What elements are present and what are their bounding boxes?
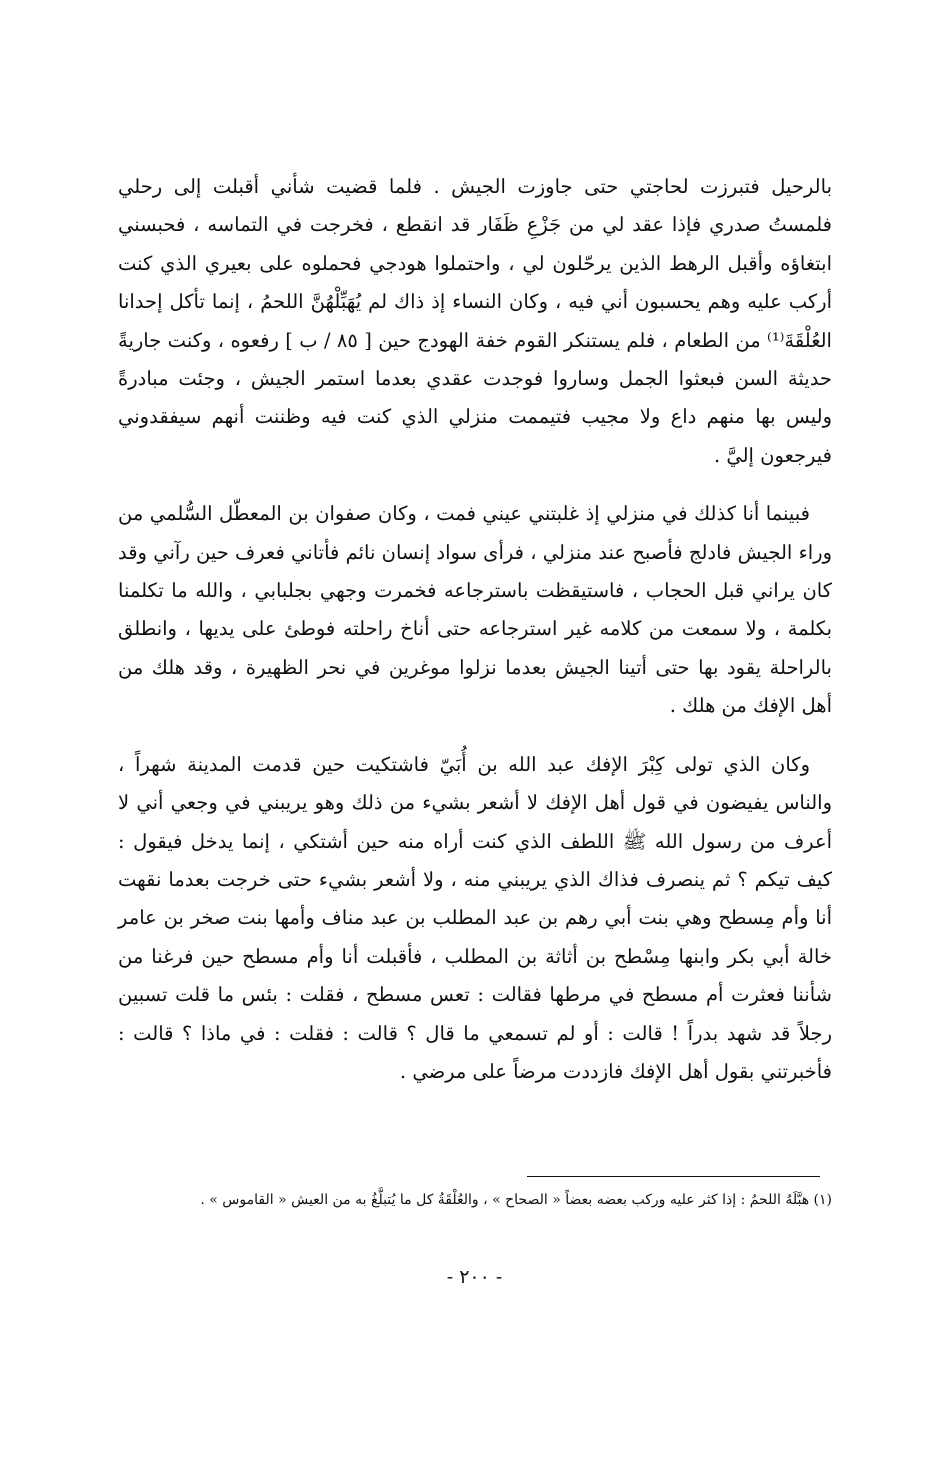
paragraph-1: بالرحيل فتبرزت لحاجتي حتى جاوزت الجيش . فلما قضيت شأني أقبلت إلى رحلي فلمستُ صدري فإذا عقد لي من جَزْعِ ظَفَار قد انقطع ، فخرجت في التماسه ، فحبسني ابتغاؤه وأقبل الرهط الذين يرحّلون لي ، واحتملوا هودجي فحملوه على بعيري الذي كنت أركب عليه وهم يحسبون أني فيه ، وكان النساء إذ ذاك لم يُهَبِّلْهُنَّ اللحمُ ، إنما تأكل إحدانا العُلْقَةَ⁽¹⁾ من الطعام ، فلم يستنكر القوم خفة الهودج حين [ ٨٥ / ب ] رفعوه ، وكنت جاريةً حديثة السن فبعثوا الجمل وساروا فوجدت عقدي بعدما استمر الجيش ، وجئت مبادرةً وليس بها منهم داع ولا مجيب فتيممت منزلي الذي كنت فيه وظننت أنهم سيفقدوني فيرجعون إليَّ . <box>118 175 832 467</box>
page-number: - ٢٠٠ - <box>446 1266 503 1288</box>
footnote: (١) هبَّلَهُ اللحمُ : إذا كثر عليه وركب بعضه بعضاً « الصحاح » ، والعُلْقَةُ كل ما يُتبلَّغُ به من العيش « القاموس » . <box>200 1192 832 1208</box>
paragraph-2: فبينما أنا كذلك في منزلي إذ غلبتني عيني فمت ، وكان صفوان بن المعطّل السُّلمي من وراء الجيش فادلج فأصبح عند منزلي ، فرأى سواد إنسان نائم فأتاني فعرف حين رآني وقد كان يراني قبل الحجاب ، فاستيقظت باسترجاعه فخمرت وجهي بجلبابي ، والله ما تكلمنا بكلمة ، ولا سمعت من كلامه غير استرجاعه حتى أناخ راحلته فوطئ على يديها ، وانطلق بالراحلة يقود بها حتى أتينا الجيش بعدما نزلوا موغرين في نحر الظهيرة ، وقد هلك من أهل الإفك من هلك . <box>118 502 832 718</box>
paragraph-3: وكان الذي تولى كِبْرَ الإفك عبد الله بن أُبَيّ فاشتكيت حين قدمت المدينة شهراً ، والناس يفيضون في قول أهل الإفك لا أشعر بشيء من ذلك وهو يريبني في وجعي أني لا أعرف من رسول الله ﷺ اللطف الذي كنت أراه منه حين أشتكي ، إنما يدخل فيقول : كيف تيكم ؟ ثم ينصرف فذاك الذي يريبني منه ، ولا أشعر بشيء حتى خرجت بعدما نقهت أنا وأم مِسطح وهي بنت أبي رهم بن عبد المطلب بن عبد مناف وأمها بنت صخر بن عامر خالة أبي بكر وابنها مِسْطح بن أثاثة بن المطلب ، فأقبلت أنا وأم مسطح حين فرغنا من شأننا فعثرت أم مسطح في مرطها فقالت : تعس مسطح ، فقلت : بئس ما قلت تسبين رجلاً قد شهد بدراً ! قالت : أو لم تسمعي ما قال ؟ قالت : فقلت : في ماذا ؟ قالت : فأخبرتني بقول أهل الإفك فازددت مرضاً على مرضي . <box>118 752 832 1083</box>
main-text <box>118 168 832 1091</box>
footnote-separator <box>527 1176 820 1177</box>
